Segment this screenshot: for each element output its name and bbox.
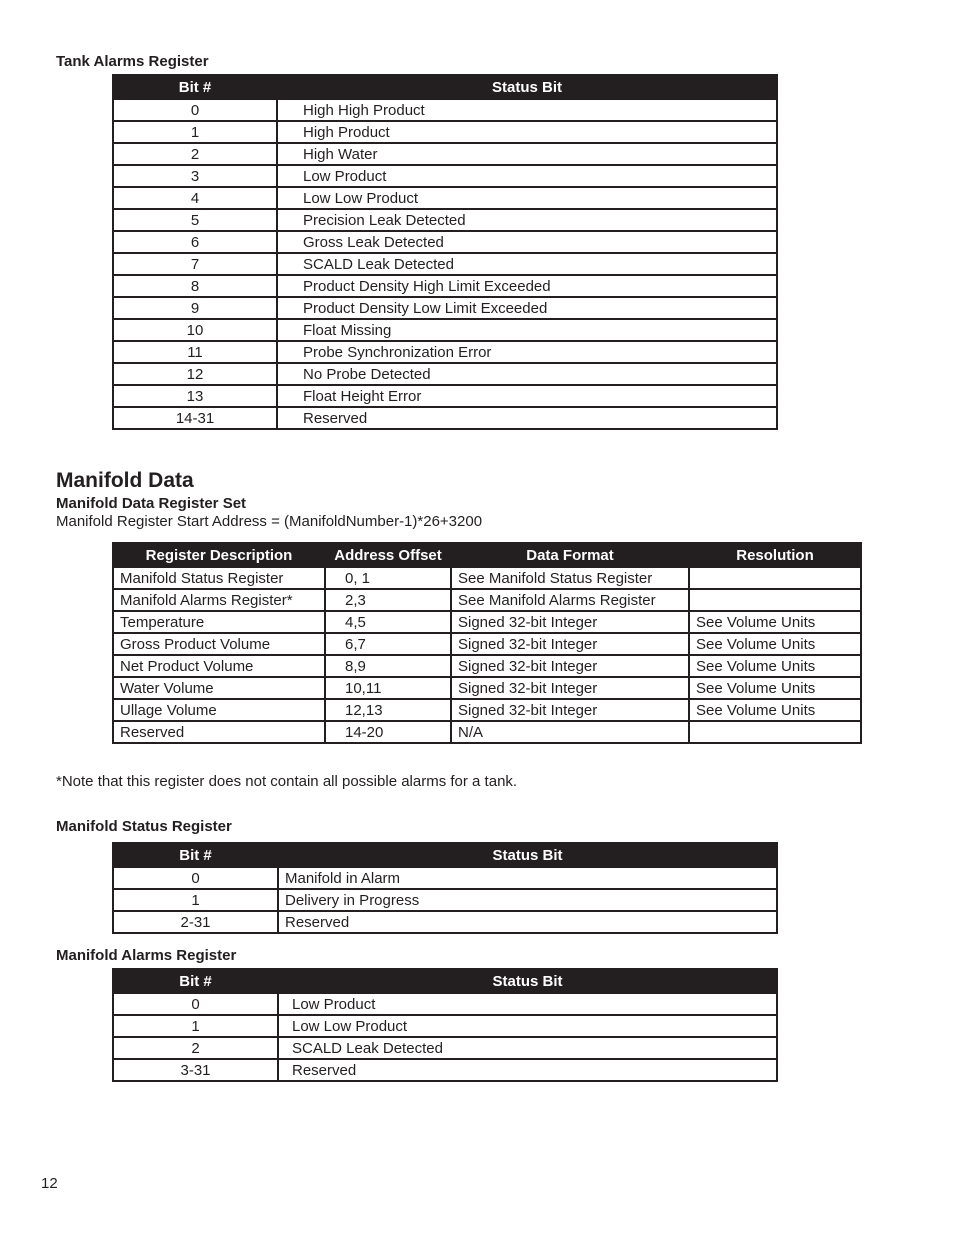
table-cell: 6 <box>113 231 277 253</box>
table-cell: SCALD Leak Detected <box>277 253 777 275</box>
table-cell <box>689 567 861 589</box>
table-cell: Gross Product Volume <box>113 633 325 655</box>
table-cell: 8,9 <box>325 655 451 677</box>
manifold-note: *Note that this register does not contain all possible alarms for a tank. <box>56 773 518 790</box>
table-cell: Reserved <box>113 721 325 743</box>
table-cell: High Water <box>277 143 777 165</box>
table-row <box>113 993 777 1015</box>
table-cell: 6,7 <box>325 633 451 655</box>
table-cell: 0 <box>113 867 278 889</box>
table-row <box>113 655 861 677</box>
table-cell: No Probe Detected <box>277 363 777 385</box>
table-cell: See Volume Units <box>689 699 861 721</box>
table-row <box>113 677 861 699</box>
table-cell: 0, 1 <box>325 567 451 589</box>
table-header-row <box>113 543 861 567</box>
table-cell: Signed 32-bit Integer <box>451 655 689 677</box>
column-header-bit: Bit # <box>113 969 278 993</box>
table-cell: Water Volume <box>113 677 325 699</box>
table-cell: 7 <box>113 253 277 275</box>
table-cell: 3 <box>113 165 277 187</box>
column-header-bit: Bit # <box>113 843 278 867</box>
table-cell: Manifold in Alarm <box>278 867 777 889</box>
table-row <box>113 611 861 633</box>
table-cell: 1 <box>113 889 278 911</box>
table-row <box>113 165 777 187</box>
manifold-data-body <box>113 567 861 743</box>
table-cell: 4 <box>113 187 277 209</box>
table-cell: N/A <box>451 721 689 743</box>
tank-alarms-body <box>113 99 777 429</box>
table-cell: 1 <box>113 1015 278 1037</box>
table-cell: See Volume Units <box>689 611 861 633</box>
table-cell: Signed 32-bit Integer <box>451 677 689 699</box>
table-cell: See Volume Units <box>689 677 861 699</box>
table-cell: Signed 32-bit Integer <box>451 633 689 655</box>
table-cell: See Manifold Alarms Register <box>451 589 689 611</box>
table-row <box>113 143 777 165</box>
table-cell: Delivery in Progress <box>278 889 777 911</box>
column-header-data-format: Data Format <box>451 543 689 567</box>
table-cell: 10,11 <box>325 677 451 699</box>
table-cell: 12 <box>113 363 277 385</box>
table-cell: See Manifold Status Register <box>451 567 689 589</box>
manifold-data-heading: Manifold Data <box>56 469 194 492</box>
table-cell: Reserved <box>278 1059 777 1081</box>
table-cell: Reserved <box>278 911 777 933</box>
table-cell: 2-31 <box>113 911 278 933</box>
table-cell: See Volume Units <box>689 655 861 677</box>
table-cell: 0 <box>113 993 278 1015</box>
tank-alarms-table <box>112 74 778 430</box>
tank-alarms-title: Tank Alarms Register <box>56 53 209 70</box>
table-cell: 2,3 <box>325 589 451 611</box>
column-header-register-description: Register Description <box>113 543 325 567</box>
table-cell: Manifold Status Register <box>113 567 325 589</box>
table-cell: Product Density High Limit Exceeded <box>277 275 777 297</box>
table-row <box>113 1037 777 1059</box>
column-header-bit: Bit # <box>113 75 277 99</box>
manifold-status-title: Manifold Status Register <box>56 818 232 835</box>
table-row <box>113 567 861 589</box>
table-cell: 2 <box>113 143 277 165</box>
table-cell: Low Product <box>277 165 777 187</box>
table-row <box>113 699 861 721</box>
table-cell: 9 <box>113 297 277 319</box>
table-cell: Signed 32-bit Integer <box>451 611 689 633</box>
table-cell: Gross Leak Detected <box>277 231 777 253</box>
table-cell: 5 <box>113 209 277 231</box>
table-cell: 8 <box>113 275 277 297</box>
table-row <box>113 187 777 209</box>
manifold-data-table <box>112 542 862 744</box>
table-cell: 10 <box>113 319 277 341</box>
page-number: 12 <box>41 1175 58 1192</box>
table-row <box>113 1059 777 1081</box>
table-cell: High Product <box>277 121 777 143</box>
table-row <box>113 121 777 143</box>
manifold-alarms-title: Manifold Alarms Register <box>56 947 237 964</box>
column-header-status-bit: Status Bit <box>278 969 777 993</box>
table-cell: 12,13 <box>325 699 451 721</box>
table-row <box>113 99 777 121</box>
table-cell: Float Height Error <box>277 385 777 407</box>
table-row <box>113 633 861 655</box>
table-cell: See Volume Units <box>689 633 861 655</box>
table-cell <box>689 721 861 743</box>
table-cell: 0 <box>113 99 277 121</box>
table-cell: Low Low Product <box>277 187 777 209</box>
table-cell: 1 <box>113 121 277 143</box>
table-header-row <box>113 843 777 867</box>
column-header-status-bit: Status Bit <box>277 75 777 99</box>
manifold-alarms-body <box>113 993 777 1081</box>
table-row <box>113 275 777 297</box>
table-row <box>113 867 777 889</box>
manifold-alarms-table <box>112 968 778 1082</box>
table-cell: High High Product <box>277 99 777 121</box>
column-header-status-bit: Status Bit <box>278 843 777 867</box>
table-cell: Signed 32-bit Integer <box>451 699 689 721</box>
table-cell: Net Product Volume <box>113 655 325 677</box>
table-row <box>113 589 861 611</box>
table-cell: 3-31 <box>113 1059 278 1081</box>
table-cell: 11 <box>113 341 277 363</box>
table-cell: Low Low Product <box>278 1015 777 1037</box>
table-cell: Float Missing <box>277 319 777 341</box>
table-row <box>113 231 777 253</box>
table-row <box>113 721 861 743</box>
table-header-row <box>113 969 777 993</box>
table-cell: 14-31 <box>113 407 277 429</box>
manifold-data-register-set-title: Manifold Data Register Set <box>56 495 247 512</box>
table-cell: Reserved <box>277 407 777 429</box>
manifold-status-table <box>112 842 778 934</box>
table-cell: Temperature <box>113 611 325 633</box>
manifold-status-body <box>113 867 777 933</box>
column-header-address-offset: Address Offset <box>325 543 451 567</box>
table-row <box>113 253 777 275</box>
table-cell: 14-20 <box>325 721 451 743</box>
table-cell: Probe Synchronization Error <box>277 341 777 363</box>
table-row <box>113 407 777 429</box>
table-row <box>113 911 777 933</box>
column-header-resolution: Resolution <box>689 543 861 567</box>
table-row <box>113 363 777 385</box>
table-row <box>113 297 777 319</box>
table-cell: 13 <box>113 385 277 407</box>
table-cell: 4,5 <box>325 611 451 633</box>
table-cell: Ullage Volume <box>113 699 325 721</box>
table-cell: Product Density Low Limit Exceeded <box>277 297 777 319</box>
table-header-row <box>113 75 777 99</box>
manifold-start-address: Manifold Register Start Address = (ManifoldNumber-1)*26+3200 <box>56 513 483 530</box>
table-cell: 2 <box>113 1037 278 1059</box>
table-row <box>113 209 777 231</box>
table-row <box>113 341 777 363</box>
table-cell: Low Product <box>278 993 777 1015</box>
table-cell: Manifold Alarms Register* <box>113 589 325 611</box>
table-cell <box>689 589 861 611</box>
table-row <box>113 319 777 341</box>
table-cell: SCALD Leak Detected <box>278 1037 777 1059</box>
table-cell: Precision Leak Detected <box>277 209 777 231</box>
table-row <box>113 385 777 407</box>
table-row <box>113 1015 777 1037</box>
table-row <box>113 889 777 911</box>
